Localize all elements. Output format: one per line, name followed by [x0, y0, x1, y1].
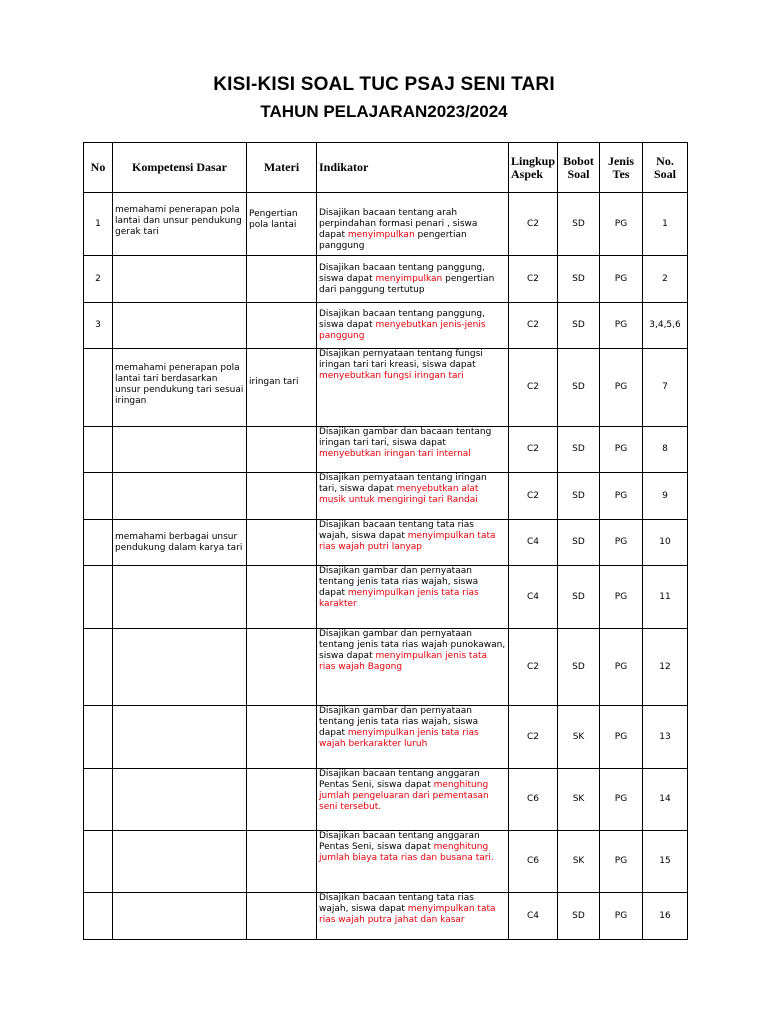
cell-kompetensi-dasar — [113, 427, 247, 473]
indikator-highlight: menyimpulkan — [375, 273, 443, 284]
header-no-soal — [643, 143, 688, 193]
cell-no — [84, 629, 113, 706]
indikator-text: Disajikan bacaan tentang tata rias wajah, siswa dapat — [319, 520, 474, 541]
cell-bobot-soal: SD — [558, 893, 600, 940]
cell-no — [84, 427, 113, 473]
cell-lingkup-aspek: C6 — [509, 769, 558, 831]
cell-bobot-soal: SD — [558, 427, 600, 473]
cell-lingkup-aspek: C2 — [509, 629, 558, 706]
cell-jenis-tes: PG — [600, 769, 643, 831]
indikator-text: Disajikan bacaan tentang tata rias wajah, siswa dapat — [319, 893, 474, 914]
table-row — [84, 629, 688, 706]
header-bobot-line2: Soal — [567, 166, 590, 181]
header-lingkup-line2: Aspek — [511, 166, 544, 181]
table-row — [84, 706, 688, 769]
cell-indikator — [317, 473, 509, 520]
cell-materi — [247, 473, 317, 520]
cell-no — [84, 566, 113, 629]
table-row — [84, 349, 688, 427]
cell-no-soal: 10 — [643, 520, 688, 566]
indikator-text: Disajikan gambar dan pernyataan tentang jenis tata rias wajah, siswa dapat — [319, 706, 479, 738]
cell-indikator — [317, 256, 509, 303]
cell-no — [84, 769, 113, 831]
indikator-highlight: menyebutkan alat musik untuk mengiringi tari Randai — [319, 484, 479, 505]
table-row — [84, 473, 688, 520]
indikator-highlight: menyebutkan iringan tari internal — [319, 449, 471, 459]
table-body — [84, 193, 688, 940]
table-row — [84, 769, 688, 831]
cell-lingkup-aspek: C2 — [509, 706, 558, 769]
cell-no-soal: 11 — [643, 566, 688, 629]
indikator-text: Disajikan gambar dan pernyataan tentang jenis tata rias wajah punokawan, siswa dapat — [319, 629, 506, 661]
cell-bobot-soal: SK — [558, 831, 600, 893]
header-jenis-line1: Jenis — [607, 153, 634, 168]
cell-kompetensi-dasar — [113, 256, 247, 303]
cell-kompetensi-dasar — [113, 831, 247, 893]
cell-lingkup-aspek: C2 — [509, 473, 558, 520]
indikator-text: Disajikan bacaan tentang panggung, siswa dapat — [319, 262, 485, 284]
table-row — [84, 303, 688, 349]
indikator-highlight: menyimpulkan tata rias wajah putri lanyap — [319, 531, 496, 552]
cell-lingkup-aspek: C4 — [509, 566, 558, 629]
table-row — [84, 256, 688, 303]
cell-bobot-soal: SD — [558, 629, 600, 706]
cell-jenis-tes: PG — [600, 256, 643, 303]
indikator-text: Disajikan gambar dan pernyataan tentang jenis tata rias wajah, siswa dapat — [319, 566, 479, 598]
cell-no-soal: 7 — [643, 349, 688, 427]
header-nosoal-line1: No. — [656, 153, 674, 168]
cell-lingkup-aspek: C6 — [509, 831, 558, 893]
table-row — [84, 831, 688, 893]
cell-materi: iringan tari — [247, 349, 317, 427]
cell-kompetensi-dasar — [113, 303, 247, 349]
cell-no — [84, 706, 113, 769]
cell-materi — [247, 566, 317, 629]
indikator-highlight: menyebutkan fungsi iringan tari — [319, 371, 464, 381]
indikator-highlight: menyebutkan jenis-jenis panggung — [319, 320, 486, 341]
kisi-kisi-table — [83, 142, 688, 940]
cell-kompetensi-dasar: memahami berbagai unsur pendukung dalam karya tari — [113, 520, 247, 566]
table-row — [84, 566, 688, 629]
cell-materi: Pengertian pola lantai — [247, 193, 317, 256]
cell-no: 3 — [84, 303, 113, 349]
cell-lingkup-aspek: C2 — [509, 427, 558, 473]
cell-no-soal: 15 — [643, 831, 688, 893]
cell-bobot-soal: SD — [558, 256, 600, 303]
cell-materi — [247, 769, 317, 831]
indikator-text: Disajikan pernyataan tentang fungsi iringan tari tari kreasi, siswa dapat — [319, 349, 483, 370]
cell-no-soal: 1 — [643, 193, 688, 256]
cell-jenis-tes: PG — [600, 349, 643, 427]
indikator-text: Disajikan bacaan tentang panggung, siswa dapat — [319, 309, 485, 330]
cell-no-soal: 3,4,5,6 — [643, 303, 688, 349]
cell-indikator — [317, 706, 509, 769]
cell-bobot-soal: SD — [558, 349, 600, 427]
cell-bobot-soal: SD — [558, 303, 600, 349]
cell-indikator — [317, 566, 509, 629]
cell-indikator — [317, 349, 509, 427]
cell-materi — [247, 303, 317, 349]
cell-no-soal: 14 — [643, 769, 688, 831]
cell-lingkup-aspek: C2 — [509, 256, 558, 303]
cell-no-soal: 2 — [643, 256, 688, 303]
indikator-highlight: menyimpulkan jenis tata rias wajah berkarakter luruh — [319, 728, 479, 749]
cell-bobot-soal: SK — [558, 706, 600, 769]
cell-lingkup-aspek: C2 — [509, 193, 558, 256]
header-bobot-soal — [558, 143, 600, 193]
cell-no-soal: 8 — [643, 427, 688, 473]
indikator-text: Disajikan bacaan tentang anggaran Pentas Seni, siswa dapat — [319, 831, 480, 852]
cell-bobot-soal: SD — [558, 520, 600, 566]
indikator-text-tail: pengertian panggung — [319, 230, 467, 251]
cell-jenis-tes: PG — [600, 520, 643, 566]
table-row — [84, 520, 688, 566]
indikator-highlight: menyimpulkan tata rias wajah putra jahat dan kasar — [319, 904, 496, 925]
cell-no-soal: 9 — [643, 473, 688, 520]
cell-kompetensi-dasar — [113, 769, 247, 831]
indikator-highlight: menghitung jumlah biaya tata rias dan busana tari. — [319, 842, 494, 863]
cell-kompetensi-dasar: memahami penerapan pola lantai dan unsur pendukung gerak tari — [113, 193, 247, 256]
header-kompetensi-dasar: Kompetensi Dasar — [113, 143, 247, 193]
cell-materi — [247, 893, 317, 940]
header-bobot-line1: Bobot — [563, 153, 594, 168]
cell-kompetensi-dasar: memahami penerapan pola lantai tari berdasarkan unsur pendukung tari sesuai iringan — [113, 349, 247, 427]
indikator-text-tail: pengertian dari panggung tertutup — [319, 273, 495, 295]
cell-lingkup-aspek: C4 — [509, 520, 558, 566]
cell-bobot-soal: SD — [558, 193, 600, 256]
cell-jenis-tes: PG — [600, 303, 643, 349]
cell-materi — [247, 256, 317, 303]
cell-no — [84, 473, 113, 520]
cell-jenis-tes: PG — [600, 629, 643, 706]
cell-no-soal: 13 — [643, 706, 688, 769]
document-subtitle: TAHUN PELAJARAN2023/2024 — [260, 102, 508, 121]
cell-bobot-soal: SD — [558, 473, 600, 520]
cell-materi — [247, 706, 317, 769]
cell-bobot-soal: SD — [558, 566, 600, 629]
cell-materi — [247, 520, 317, 566]
cell-jenis-tes: PG — [600, 831, 643, 893]
indikator-text: Disajikan pernyataan tentang iringan tari, siswa dapat — [319, 473, 487, 494]
cell-lingkup-aspek: C2 — [509, 303, 558, 349]
table-row — [84, 193, 688, 256]
cell-no — [84, 349, 113, 427]
table-header-row — [84, 143, 688, 193]
header-lingkup-line1: Lingkup — [511, 153, 556, 168]
cell-bobot-soal: SK — [558, 769, 600, 831]
cell-indikator — [317, 193, 509, 256]
cell-jenis-tes: PG — [600, 193, 643, 256]
cell-kompetensi-dasar — [113, 893, 247, 940]
cell-jenis-tes: PG — [600, 427, 643, 473]
cell-no: 2 — [84, 256, 113, 303]
cell-indikator — [317, 520, 509, 566]
cell-no: 1 — [84, 193, 113, 256]
indikator-text: Disajikan bacaan tentang anggaran Pentas Seni, siswa dapat — [319, 769, 480, 790]
cell-lingkup-aspek: C2 — [509, 349, 558, 427]
cell-indikator — [317, 629, 509, 706]
cell-no — [84, 831, 113, 893]
indikator-text: Disajikan gambar dan bacaan tentang iringan tari tari, siswa dapat — [319, 427, 492, 448]
cell-materi — [247, 427, 317, 473]
cell-indikator — [317, 831, 509, 893]
indikator-highlight: menyimpulkan jenis tata rias karakter — [319, 588, 479, 609]
cell-lingkup-aspek: C4 — [509, 893, 558, 940]
header-materi: Materi — [247, 143, 317, 193]
header-no: No — [84, 143, 113, 193]
cell-kompetensi-dasar — [113, 473, 247, 520]
cell-materi — [247, 831, 317, 893]
cell-indikator — [317, 769, 509, 831]
cell-jenis-tes: PG — [600, 473, 643, 520]
cell-no-soal: 16 — [643, 893, 688, 940]
cell-kompetensi-dasar — [113, 629, 247, 706]
cell-jenis-tes: PG — [600, 893, 643, 940]
cell-kompetensi-dasar — [113, 706, 247, 769]
table-row — [84, 893, 688, 940]
cell-materi — [247, 629, 317, 706]
document-title: KISI-KISI SOAL TUC PSAJ SENI TARI — [213, 74, 555, 95]
header-jenis-line2: Tes — [612, 166, 630, 181]
indikator-highlight: menyimpulkan — [347, 230, 415, 240]
header-jenis-tes — [600, 143, 643, 193]
cell-no — [84, 893, 113, 940]
cell-no — [84, 520, 113, 566]
cell-kompetensi-dasar — [113, 566, 247, 629]
header-nosoal-line2: Soal — [653, 166, 676, 181]
header-indikator: Indikator — [317, 143, 509, 193]
cell-jenis-tes: PG — [600, 566, 643, 629]
indikator-text: Disajikan bacaan tentang arah perpindahan formasi penari , siswa dapat — [319, 208, 478, 240]
header-lingkup-aspek — [509, 143, 558, 193]
cell-jenis-tes: PG — [600, 706, 643, 769]
cell-no-soal: 12 — [643, 629, 688, 706]
table-row — [84, 427, 688, 473]
indikator-highlight: menghitung jumlah pengeluaran dari pementasan seni tersebut. — [319, 780, 489, 812]
indikator-highlight: menyimpulkan jenis tata rias wajah Bagong — [319, 651, 488, 672]
cell-indikator — [317, 427, 509, 473]
cell-indikator — [317, 303, 509, 349]
cell-indikator — [317, 893, 509, 940]
